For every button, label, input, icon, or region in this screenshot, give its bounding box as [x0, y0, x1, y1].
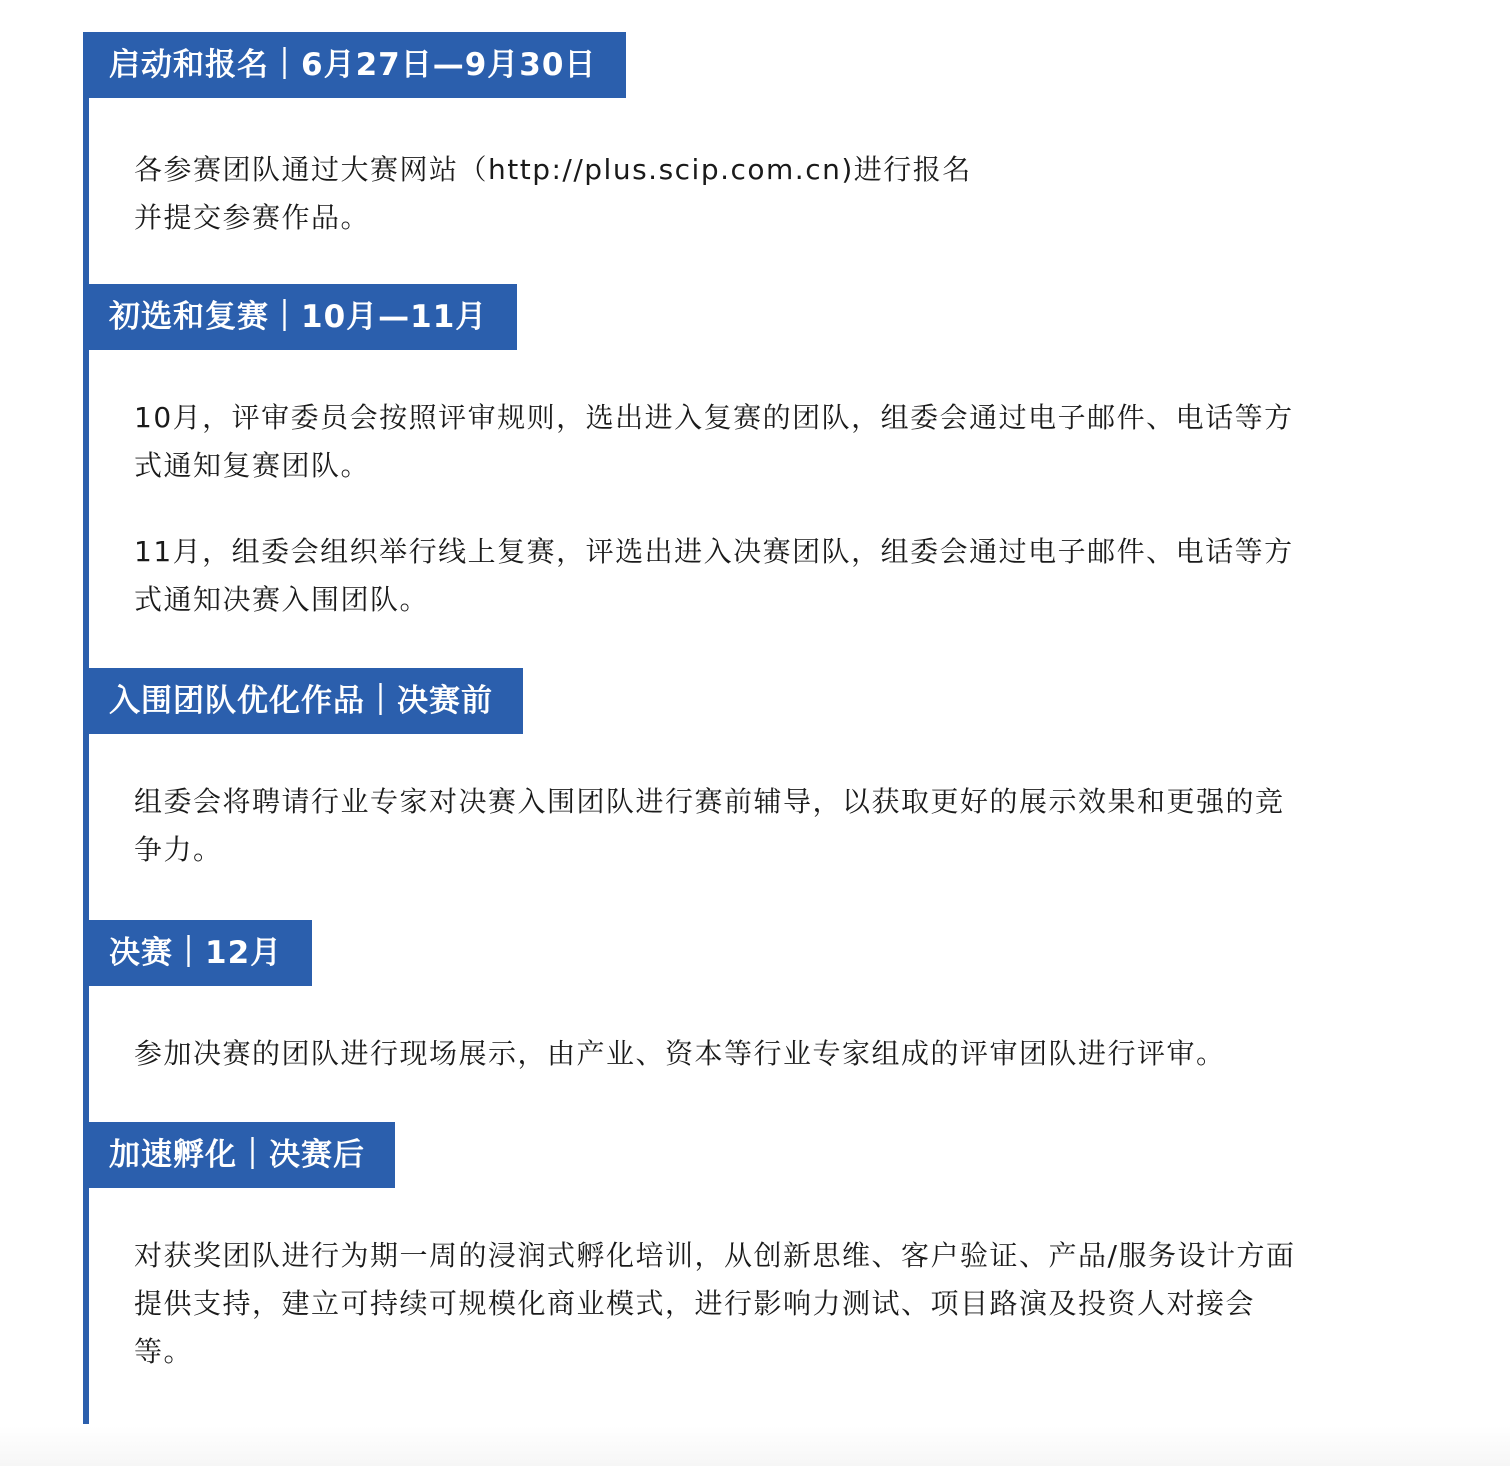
- section-body-preliminary: [134, 394, 1396, 624]
- text-line: 式通知决赛入围团队。: [134, 583, 430, 616]
- section-body-final: [134, 1030, 1396, 1078]
- text-line: 对获奖团队进行为期一周的浸润式孵化培训，从创新思维、客户验证、产品/服务设计方面: [134, 1239, 1296, 1272]
- section-body-incubation: [134, 1232, 1396, 1376]
- section-header-incubation: 加速孵化｜决赛后: [83, 1122, 395, 1188]
- section-body-registration: [134, 146, 1396, 242]
- text-line: 参加决赛的团队进行现场展示，由产业、资本等行业专家组成的评审团队进行评审。: [134, 1037, 1226, 1070]
- paragraph: [134, 778, 1396, 874]
- paragraph: [134, 394, 1396, 490]
- text-line: 11月，组委会组织举行线上复赛，评选出进入决赛团队，组委会通过电子邮件、电话等方: [134, 535, 1294, 568]
- section-header-final: 决赛｜12月: [83, 920, 312, 986]
- text-line: 组委会将聘请行业专家对决赛入围团队进行赛前辅导，以获取更好的展示效果和更强的竞: [134, 785, 1285, 818]
- section-header-optimization: 入围团队优化作品｜决赛前: [83, 668, 523, 734]
- paragraph: [134, 1030, 1396, 1078]
- text-line: 提供支持，建立可持续可规模化商业模式，进行影响力测试、项目路演及投资人对接会: [134, 1287, 1256, 1320]
- paragraph: [134, 528, 1396, 624]
- bottom-fade: [0, 1426, 1510, 1466]
- section-body-optimization: [134, 778, 1396, 874]
- paragraph: [134, 146, 1396, 242]
- text-line: 并提交参赛作品。: [134, 201, 371, 234]
- text-line: 等。: [134, 1335, 194, 1368]
- text-line: 争力。: [134, 833, 223, 866]
- text-line: 式通知复赛团队。: [134, 449, 371, 482]
- text-line: 各参赛团队通过大赛网站（http://plus.scip.com.cn)进行报名: [134, 153, 972, 186]
- paragraph: [134, 1232, 1396, 1376]
- section-header-preliminary: 初选和复赛｜10月—11月: [83, 284, 517, 350]
- text-line: 10月，评审委员会按照评审规则，选出进入复赛的团队，组委会通过电子邮件、电话等方: [134, 401, 1294, 434]
- section-header-registration: 启动和报名｜6月27日—9月30日: [83, 32, 626, 98]
